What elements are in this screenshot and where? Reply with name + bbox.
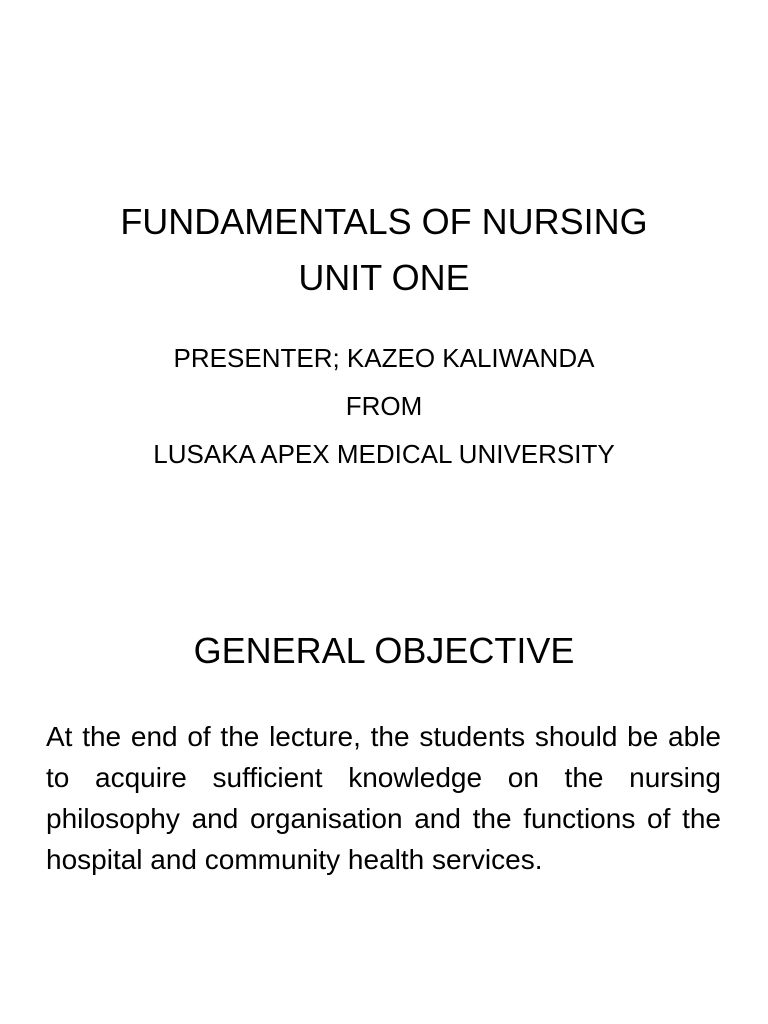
presenter-line: PRESENTER; KAZEO KALIWANDA: [173, 343, 595, 373]
title-line: FUNDAMENTALS OF NURSING: [120, 201, 648, 242]
institution-line: LUSAKA APEX MEDICAL UNIVERSITY: [153, 439, 615, 469]
objective-body: At the end of the lecture, the students should be able to acquire sufficient knowledge on the nursing philosophy and organisation and the functions of the hospital and community health services.: [46, 721, 721, 875]
slide-title: [0, 194, 768, 306]
objective-slide: [0, 512, 768, 1024]
objective-heading: GENERAL OBJECTIVE: [193, 630, 575, 671]
slide-subtitle: [0, 334, 768, 478]
from-line: FROM: [345, 391, 423, 421]
title-line: UNIT ONE: [298, 257, 470, 298]
